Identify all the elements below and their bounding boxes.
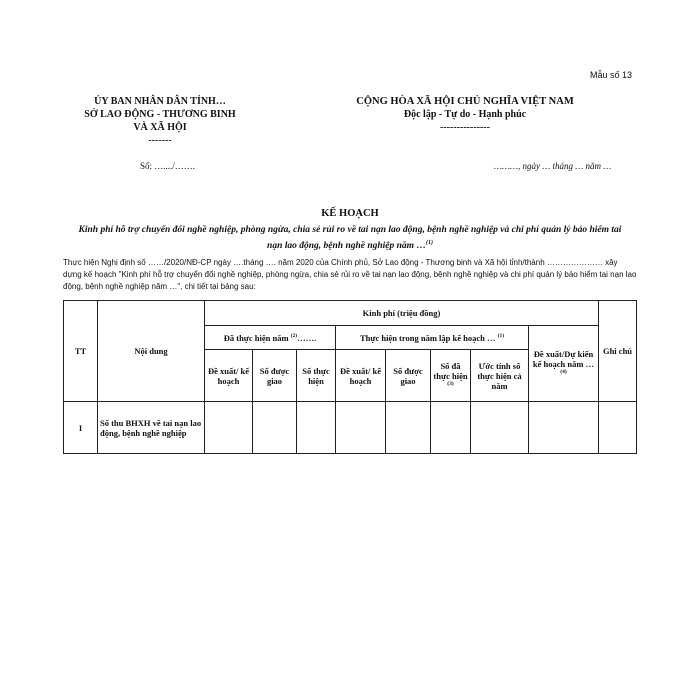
group-current-note: (1) — [497, 332, 505, 339]
col-proposal-2: Đề xuất/ kế hoạch — [336, 350, 386, 402]
group-done-note: (2) — [290, 332, 298, 339]
form-number: Mẫu số 13 — [590, 70, 633, 80]
left-header-line2: SỞ LAO ĐỘNG - THƯƠNG BINH — [84, 109, 236, 120]
col-implemented-2-label: Số đã thực hiện — [433, 360, 468, 381]
group-current-year — [336, 326, 529, 350]
national-motto: Độc lập - Tự do - Hạnh phúc — [403, 109, 527, 120]
table-cell — [297, 402, 336, 454]
table-row — [64, 402, 637, 454]
header-content: Nội dung — [98, 301, 205, 402]
group-done-label: Đã thực hiện năm — [223, 332, 289, 343]
document-number: Số: …..../……. — [140, 161, 196, 171]
table-cell — [253, 402, 297, 454]
left-header-divider: ------- — [148, 135, 172, 146]
col-implemented-2-note: (3) — [447, 380, 454, 387]
group-current-label: Thực hiện trong năm lập kế hoạch … — [359, 332, 496, 343]
group-done-tail: ……. — [297, 332, 317, 343]
table-cell — [205, 402, 253, 454]
header-budget: Kinh phí (triệu đồng) — [205, 301, 599, 326]
col-estimate-year: Ước tính số thực hiện cả năm — [471, 350, 529, 402]
group-done-last-year — [205, 326, 336, 350]
intro-paragraph: Thực hiện Nghị định số ……/2020/NĐ-CP ngày ….tháng …. năm 2020 của Chính phủ, Sở Lao động - Thương binh và Xã hội tỉnh/thành ………………… xây dựng kế hoạch "Kinh phí hỗ trợ chuyển đổi nghề nghiệp, phòng ngừa, chia sẻ rủi ro về tai nạn lao động, bệnh nghề nghiệp và chi phí quản lý bảo hiểm tai nạn lao động, bệnh nghề nghiệp năm …", chi tiết tại bảng sau: — [63, 258, 637, 291]
col-implemented-2 — [431, 350, 471, 402]
table-cell — [599, 402, 637, 454]
document-subtitle — [70, 224, 630, 253]
row-tt: I — [64, 402, 98, 454]
table-cell — [471, 402, 529, 454]
right-header — [330, 95, 600, 134]
header-notes: Ghi chú — [599, 301, 637, 402]
subtitle-footnote: (1) — [425, 240, 433, 246]
group-proposal-note: (4) — [560, 368, 567, 375]
group-proposal-label: Đề xuất/Dự kiến kế hoạch năm … — [532, 348, 595, 369]
table-cell — [386, 402, 431, 454]
date-line: ………, ngày … tháng … năm … — [494, 161, 612, 171]
document-title: KẾ HOẠCH — [321, 208, 379, 219]
table-cell — [431, 402, 471, 454]
row-content: Số thu BHXH về tai nạn lao động, bệnh nghề nghiệp — [98, 402, 205, 454]
col-implemented-1: Số thực hiện — [297, 350, 336, 402]
budget-table — [63, 300, 637, 454]
subtitle-text: Kinh phí hỗ trợ chuyển đổi nghề nghiệp, phòng ngừa, chia sẻ rủi ro về tai nạn lao động, bệnh nghề nghiệp và chi phí quản lý bảo hiểm tai nạn lao động, bệnh nghề nghiệp năm … — [78, 225, 622, 252]
table-cell — [529, 402, 599, 454]
national-title: CỘNG HÒA XÃ HỘI CHỦ NGHĨA VIỆT NAM — [356, 96, 574, 107]
right-header-divider: --------------- — [440, 122, 490, 133]
col-proposal-1: Đề xuất/ kế hoạch — [205, 350, 253, 402]
left-header — [70, 95, 250, 147]
left-header-line3: VÀ XÃ HỘI — [133, 122, 187, 133]
col-assigned-2: Số được giao — [386, 350, 431, 402]
table-cell — [336, 402, 386, 454]
col-assigned-1: Số được giao — [253, 350, 297, 402]
group-proposal — [529, 326, 599, 402]
left-header-line1: ỦY BAN NHÂN DÂN TỈNH… — [94, 96, 226, 107]
header-tt: TT — [64, 301, 98, 402]
